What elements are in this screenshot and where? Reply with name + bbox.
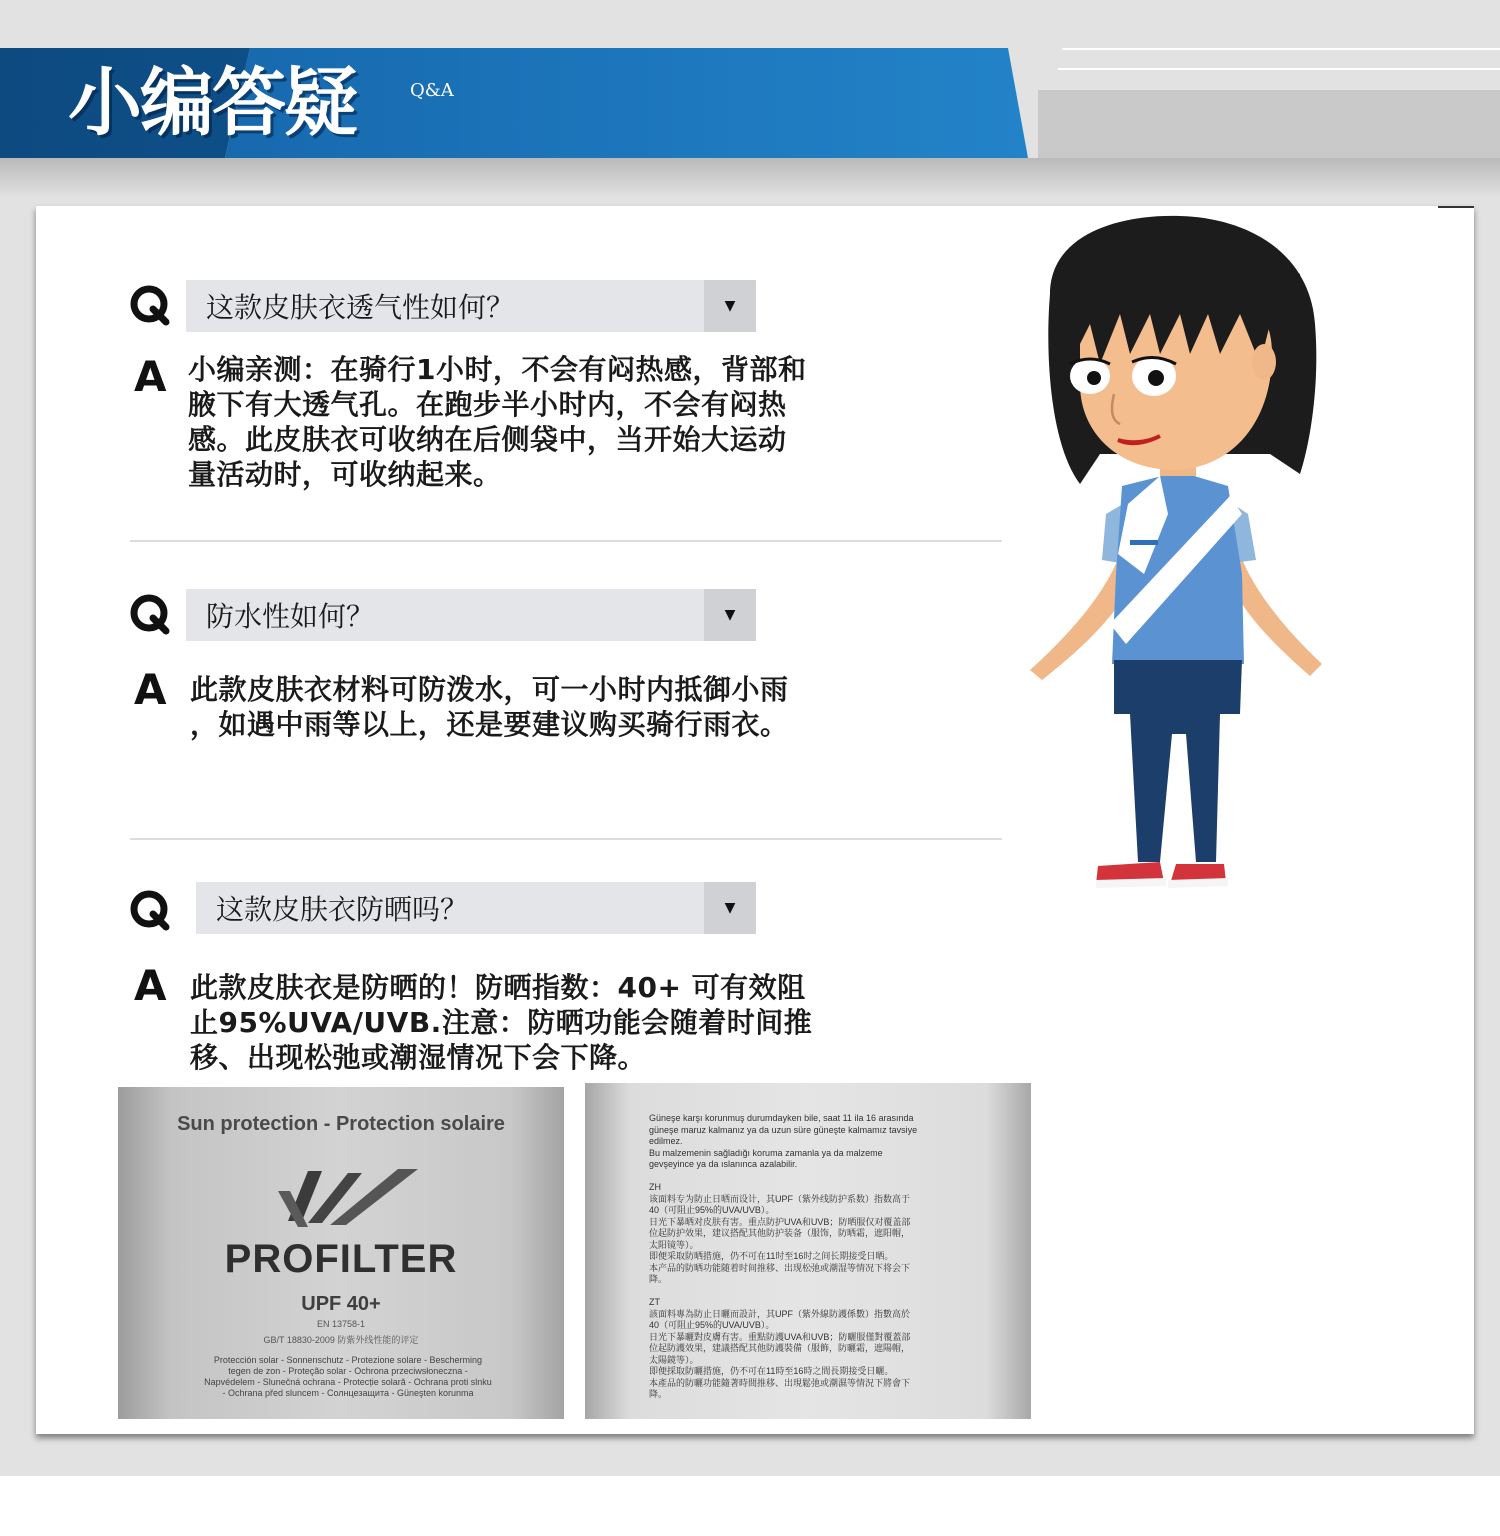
faq-question-2[interactable] xyxy=(186,589,756,641)
question-text: 这款皮肤衣防晒吗？ xyxy=(216,893,469,926)
faq-question-1[interactable] xyxy=(186,280,756,332)
cartoon-girl-illustration xyxy=(1010,214,1340,894)
label-photo-front xyxy=(118,1087,564,1419)
faq-question-3[interactable] xyxy=(196,882,756,934)
a-icon: A xyxy=(134,665,167,714)
faq-answer-1: 小编亲测：在骑行1小时，不会有闷热感，背部和 腋下有大透气孔。在跑步半小时内，不会有闷热 感。此皮肤衣可收纳在后侧袋中，当开始大运动 量活动时，可收纳起来。 xyxy=(188,353,807,491)
triangle-down-icon[interactable]: ▼ xyxy=(704,589,756,641)
divider xyxy=(130,540,1002,542)
brand-name: PROFILTER xyxy=(224,1237,458,1281)
decorative-line xyxy=(1058,68,1500,70)
triangle-down-icon[interactable]: ▼ xyxy=(704,280,756,332)
upf-rating: UPF 40+ xyxy=(301,1293,381,1315)
question-text: 这款皮肤衣透气性如何？ xyxy=(206,291,515,324)
a-icon: A xyxy=(134,352,167,401)
decorative-line xyxy=(1062,48,1500,50)
page-title: 小编答疑 xyxy=(68,60,356,146)
card-corner-line xyxy=(1438,206,1474,208)
q-icon xyxy=(128,888,172,932)
a-icon: A xyxy=(134,961,167,1010)
faq-answer-3: 此款皮肤衣是防晒的！防晒指数：40+ 可有效阻 止95%UVA/UVB.注意：防晒功能会随着时间推 移、出现松弛或潮湿情况下会下降。 xyxy=(190,971,813,1074)
banner-shadow xyxy=(0,158,1500,198)
question-text: 防水性如何？ xyxy=(206,600,375,633)
faq-answer-2: 此款皮肤衣材料可防泼水，可一小时内抵御小雨 ，如遇中雨等以上，还是要建议购买骑行雨衣。 xyxy=(190,673,789,741)
translations-text: Protección solar - Sonnenschutz - Protezione solare - Bescherming tegen de zon - Proteção solar - Ochrona przeciwsłoneczna - Napvédelem - Slunečná ochrana - Protecție solară - Ochrana proti slnku - Ochrana před sluncem - Солнцезащита - Güneşten korunma xyxy=(204,1355,492,1398)
q-icon xyxy=(128,592,172,636)
label-back-text: Güneşe karşı korunmuş durumdayken bile, saat 11 ila 16 arasında güneşe maruz kalmanız ya da uzun süre güneşte kalmamız tavsiye edilmez. Bu malzemenin sağladığı koruma zamanla ya da malzeme gevşeyince ya da ıslanınca azalabilir. ZH 该面料专为防止日晒而设计，其UPF（紫外线防护系数）指数高于 40（可阻止95%的UVA/UVB）。 日光下暴晒对皮肤有害。重点防护UVA和UVB；防晒服仅对覆盖部 位起防护效果，建议搭配其他防护装备（服饰，防晒霜，遮阳帽， 太阳镜等）。 即便采取防晒措施，仍不可在11时至16时之间长期接受日晒。 本产品的防晒功能随着时间推移、出现松弛或潮湿等情况下将会下 降。 ZT 該面料專為防止日曬而設計，其UPF（紫外線防護係數）指數高於 40（可阻止95%的UVA/UVB）。 日光下暴曬對皮膚有害。重點防護UVA和UVB；防曬服僅對覆蓋部 位起防護效果，建議搭配其他防護裝備（服飾，防曬霜，遮陽帽， 太陽鏡等）。 即便採取防曬措施，仍不可在11時至16時之間長期接受日曬。 本產品的防曬功能隨著時間推移、出現鬆弛或潮濕等情況下將會下 降。 xyxy=(649,1113,918,1399)
decorative-band xyxy=(1038,90,1500,158)
gb-standard: GB/T 18830-2009 防紫外线性能的评定 xyxy=(263,1335,419,1345)
divider xyxy=(130,838,1002,840)
label-heading: Sun protection - Protection solaire xyxy=(177,1113,505,1135)
triangle-down-icon[interactable]: ▼ xyxy=(704,882,756,934)
profilter-logo xyxy=(278,1161,428,1231)
en-standard: EN 13758-1 xyxy=(316,1319,366,1329)
page-subtitle: Q&A xyxy=(410,80,454,101)
q-icon xyxy=(128,283,172,327)
label-photo-back xyxy=(585,1083,1031,1419)
